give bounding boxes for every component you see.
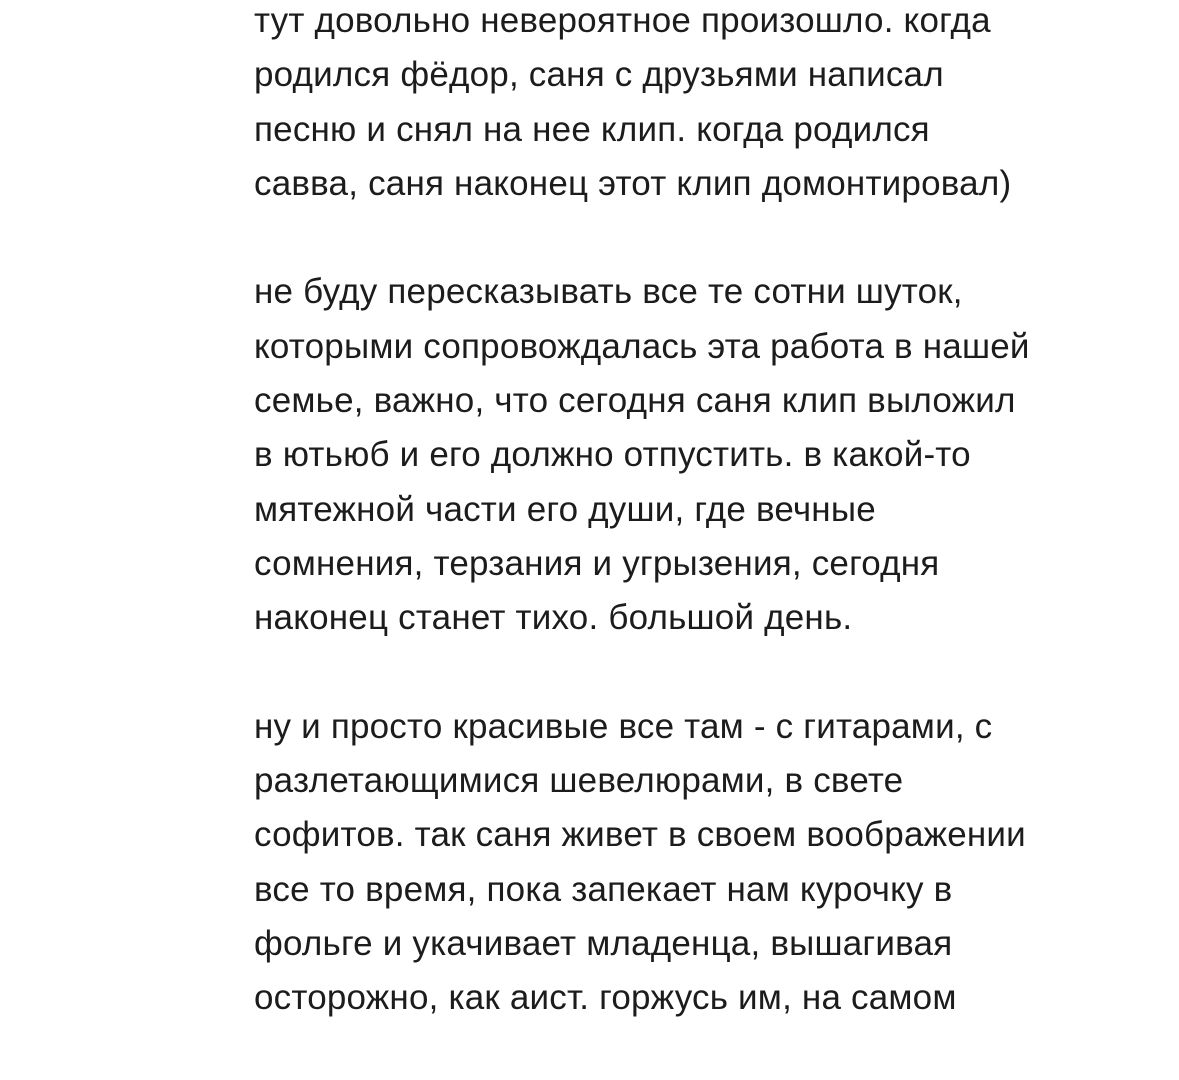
text-line: которыми сопровождалась эта работа в нашей [254, 326, 1030, 366]
text-line: софитов. так саня живет в своем воображении [254, 815, 1026, 855]
text-line: осторожно, как аист. горжусь им, на самом [254, 978, 957, 1018]
paragraph-1 [254, 0, 1154, 211]
post-body [254, 0, 1154, 1080]
text-line: все то время, пока запекает нам курочку в [254, 869, 953, 909]
text-line: родился фёдор, саня с друзьями написал [254, 55, 944, 95]
text-line: ну и просто красивые все там - с гитарами, с [254, 706, 993, 746]
text-line: разлетающимися шевелюрами, в свете [254, 761, 904, 801]
text-line: не буду пересказывать все те сотни шуток, [254, 272, 963, 312]
text-line: сомнения, терзания и угрызения, сегодня [254, 543, 940, 583]
text-line: тут довольно невероятное произошло. когда [254, 1, 991, 40]
text-line: семье, важно, что сегодня саня клип выложил [254, 381, 1016, 421]
text-line: в ютьюб и его должно отпустить. в какой-то [254, 435, 971, 475]
text-line: савва, саня наконец этот клип домонтировал) [254, 163, 1012, 203]
paragraph-3 [254, 700, 1154, 1026]
text-line: мятежной части его души, где вечные [254, 489, 876, 529]
text-line: песню и снял на нее клип. когда родился [254, 109, 930, 149]
text-line: фольге и укачивает младенца, вышагивая [254, 924, 953, 964]
text-line: наконец станет тихо. большой день. [254, 598, 853, 638]
paragraph-2 [254, 265, 1154, 645]
